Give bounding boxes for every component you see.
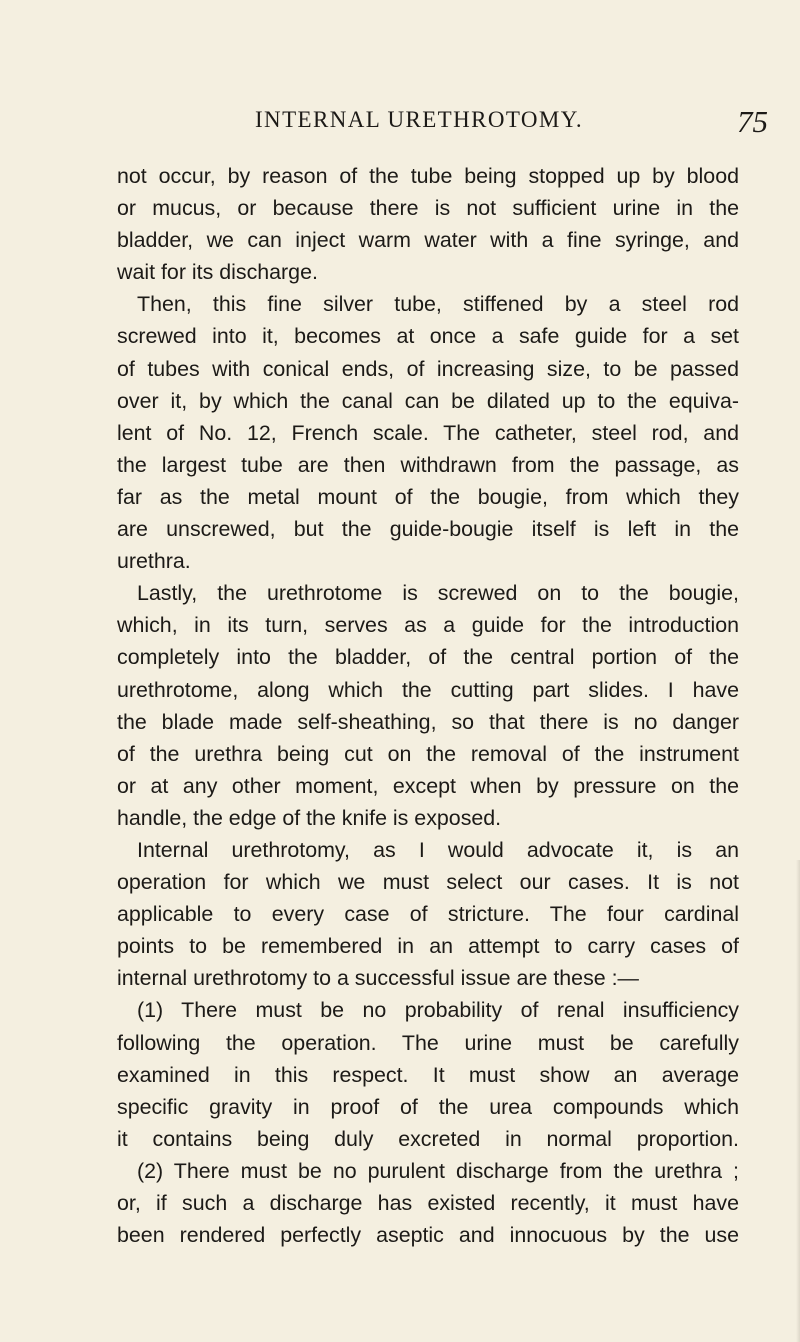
text-line: handle, the edge of the knife is exposed.	[117, 805, 502, 830]
text-line: the largest tube are then withdrawn from the passage, as	[117, 452, 739, 477]
text-line: applicable to every case of stricture. The four cardinal	[117, 902, 739, 927]
text-line: which, in its turn, serves as a guide for the introduction	[117, 613, 739, 638]
text-line: (2) There must be no purulent discharge from the urethra ;	[137, 1158, 739, 1183]
text-line: urethrotome, along which the cutting part slides. I have	[117, 677, 739, 702]
text-line: been rendered perfectly aseptic and innocuous by the use	[117, 1223, 739, 1248]
text-line: operation for which we must select our cases. It is not	[117, 870, 739, 895]
text-line: or at any other moment, except when by pressure on the	[117, 773, 739, 798]
text-line: following the operation. The urine must be carefully	[117, 1030, 739, 1055]
text-line: examined in this respect. It must show an average	[117, 1062, 739, 1087]
text-line: wait for its discharge.	[117, 260, 318, 285]
text-line: lent of No. 12, French scale. The catheter, steel rod, and	[117, 420, 739, 445]
body-text	[117, 160, 739, 1251]
text-line: urethra.	[117, 549, 191, 574]
page-edge-shadow	[796, 860, 800, 1342]
running-title: INTERNAL URETHROTOMY.	[255, 107, 583, 132]
running-head	[0, 106, 800, 146]
text-line: bladder, we can inject warm water with a fine syringe, and	[117, 228, 739, 253]
text-line: internal urethrotomy to a successful issue are these :—	[117, 966, 639, 991]
text-line: or, if such a discharge has existed recently, it must have	[117, 1191, 739, 1215]
text-line: points to be remembered in an attempt to carry cases of	[117, 934, 739, 959]
text-line: of the urethra being cut on the removal of the instrument	[117, 741, 739, 766]
text-line: are unscrewed, but the guide-bougie itself is left in the	[117, 517, 739, 542]
text-line: (1) There must be no probability of renal insufficiency	[137, 998, 739, 1023]
text-line: completely into the bladder, of the central portion of the	[117, 645, 739, 670]
text-line: the blade made self-sheathing, so that there is no danger	[117, 709, 739, 734]
text-line: of tubes with conical ends, of increasing size, to be passed	[117, 356, 739, 381]
page-number: 75	[737, 104, 768, 139]
text-line: not occur, by reason of the tube being stopped up by blood	[117, 164, 739, 188]
text-line: Internal urethrotomy, as I would advocate it, is an	[137, 837, 739, 862]
text-line: or mucus, or because there is not sufficient urine in the	[117, 196, 739, 221]
text-line: specific gravity in proof of the urea compounds which	[117, 1094, 739, 1119]
text-line: far as the metal mount of the bougie, from which they	[117, 484, 739, 509]
text-line: over it, by which the canal can be dilated up to the equiva-	[117, 388, 739, 413]
text-line: Lastly, the urethrotome is screwed on to the bougie,	[137, 581, 739, 606]
text-line: it contains being duly excreted in normal proportion.	[117, 1126, 739, 1151]
text-line: screwed into it, becomes at once a safe guide for a set	[117, 324, 739, 349]
text-line: Then, this fine silver tube, stiffened by a steel rod	[137, 292, 739, 317]
